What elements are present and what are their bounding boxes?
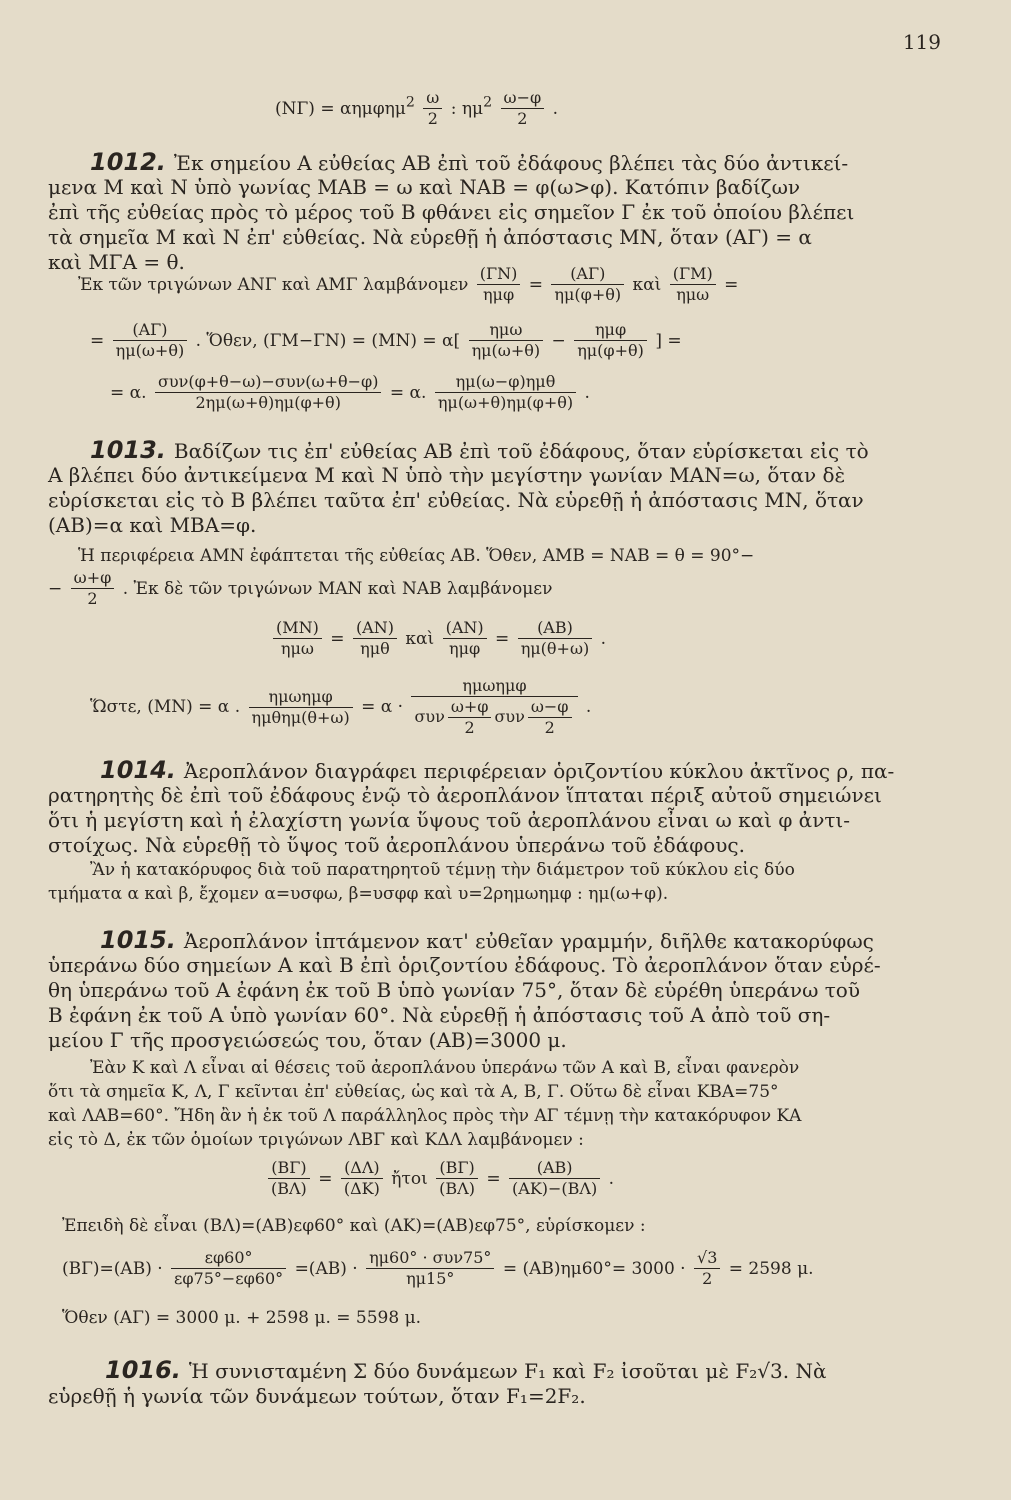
- text: = α ·: [361, 697, 404, 717]
- fraction: [435, 372, 576, 413]
- numerator: (ΑΝ): [355, 618, 394, 637]
- numerator: (ΑΒ): [536, 1158, 573, 1177]
- fraction: [443, 618, 487, 659]
- equals: =: [724, 274, 739, 295]
- fraction: [574, 320, 647, 361]
- fraction: [670, 264, 716, 305]
- denominator: ημ15°: [366, 1268, 494, 1289]
- fraction: [694, 1248, 720, 1289]
- problem-1015-line-2: ὑπεράνω δύο σημείων Α καὶ Β ἐπὶ ὁριζοντίου ἐδάφους. Τὸ ἀεροπλάνον ὅταν εὑρέ-: [48, 953, 881, 977]
- numerator: (ΜΝ): [276, 618, 319, 637]
- numerator: ω−φ: [503, 88, 542, 107]
- fraction: [477, 264, 521, 305]
- numerator: ω+φ: [73, 568, 112, 587]
- fraction: [171, 1248, 286, 1289]
- problem-1013-line-4: (ΑΒ)=α καὶ ΜΒΑ=φ.: [48, 513, 257, 537]
- formula-ng: [275, 88, 558, 129]
- fraction: [411, 676, 577, 738]
- problem-1014-line-4: στοίχως. Νὰ εὑρεθῇ τὸ ὕψος τοῦ ἀεροπλάνου ὑπεράνω τοῦ ἐδάφους.: [48, 833, 745, 857]
- solution-1015-eq1: [265, 1158, 614, 1199]
- fraction: [528, 697, 572, 738]
- solution-1012-eq1: [78, 264, 738, 305]
- equals: =: [486, 1168, 501, 1189]
- solution-1013-line-1: Ἡ περιφέρεια ΑΜΝ ἐφάπτεται τῆς εὐθείας ΑΒ. Ὅθεν, ΑΜΒ = ΝΑΒ = θ = 90°−: [78, 546, 755, 566]
- formula-exp: 2: [405, 94, 415, 111]
- fraction: [249, 687, 353, 728]
- denominator: ημθ: [353, 638, 397, 659]
- problem-number: 1012.: [90, 148, 166, 176]
- solution-1015-line-4: εἰς τὸ Δ, ἐκ τῶν ὁμοίων τριγώνων ΛΒΓ καὶ ΚΔΛ λαμβάνομεν :: [48, 1130, 584, 1150]
- numerator: συν(φ+θ−ω)−συν(ω+θ−φ): [157, 372, 379, 391]
- denominator: 2: [528, 717, 572, 738]
- problem-number: 1015.: [100, 926, 176, 954]
- equals: =: [90, 330, 105, 351]
- numerator: (ΔΛ): [344, 1158, 380, 1177]
- numerator: ημ(ω−φ)ημθ: [455, 372, 556, 391]
- solution-1015-line-6: Ὅθεν (ΑΓ) = 3000 μ. + 2598 μ. = 5598 μ.: [62, 1308, 422, 1328]
- denominator: 2: [694, 1268, 720, 1289]
- numerator: ω+φ: [450, 697, 489, 716]
- minus: −: [48, 578, 63, 599]
- numerator: ημφ: [594, 320, 627, 339]
- denominator: (ΒΛ): [268, 1178, 310, 1199]
- solution-1015-line-2: ὅτι τὰ σημεῖα Κ, Λ, Γ κεῖνται ἐπ' εὐθείας, ὡς καὶ τὰ Α, Β, Γ. Οὕτω δὲ εἶναι ΚΒΑ=75°: [48, 1082, 779, 1102]
- formula-exp: 2: [483, 94, 493, 111]
- problem-number: 1013.: [90, 436, 166, 464]
- equals: =: [389, 382, 405, 403]
- text: (ΒΓ)=(ΑΒ) ·: [62, 1258, 163, 1279]
- fraction: [155, 372, 382, 413]
- equals: =: [318, 1168, 333, 1189]
- problem-1016-line-1: [105, 1358, 827, 1383]
- numerator: (ΒΓ): [271, 1158, 307, 1177]
- numerator: ημ60° · συν75°: [369, 1248, 492, 1267]
- text: Ἀεροπλάνον διαγράφει περιφέρειαν ὁριζοντίου κύκλου ἀκτῖνος ρ, πα-: [183, 759, 895, 783]
- solution-1013-eq1: [270, 618, 606, 659]
- formula-text: ημ: [461, 98, 484, 119]
- denominator: 2: [448, 717, 492, 738]
- fraction: [341, 1158, 383, 1199]
- numerator: ημω: [489, 320, 523, 339]
- problem-1015-line-3: θη ὑπεράνω τοῦ Α ἐφάνη ἐκ τοῦ Β ὑπὸ γωνίαν 75°, ὅταν δὲ εὑρέθη ὑπεράνω τοῦ: [48, 978, 861, 1002]
- formula-text: (ΝΓ) = αημφημ: [275, 98, 406, 119]
- text: Ἐκ σημείου Α εὐθείας ΑΒ ἐπὶ τοῦ ἐδάφους βλέπει τὰς δύο ἀντικεί-: [173, 151, 849, 175]
- fraction: [71, 568, 115, 609]
- numerator: (ΑΒ): [537, 618, 573, 637]
- problem-1012-line-5: καὶ ΜΓΑ = θ.: [48, 250, 185, 274]
- cos-text: συν: [494, 707, 525, 726]
- text: Ὥστε, (ΜΝ) = α .: [90, 697, 241, 717]
- problem-1013-line-1: [90, 438, 869, 463]
- separator: :: [450, 98, 457, 119]
- text: α.: [409, 382, 427, 403]
- numerator: (ΑΓ): [132, 320, 168, 339]
- text: ἤτοι: [391, 1168, 428, 1189]
- fraction: [423, 88, 442, 129]
- problem-1012-line-4: τὰ σημεῖα Μ καὶ Ν ἐπ' εὐθείας. Νὰ εὑρεθῇ ἡ ἀπόστασις ΜΝ, ὅταν (ΑΓ) = α: [48, 225, 812, 249]
- solution-1013-line-2: [48, 568, 552, 609]
- denominator: ημ(θ+ω): [518, 638, 593, 659]
- text: καὶ: [632, 274, 662, 295]
- denominator: ημ(ω+θ)ημ(φ+θ): [435, 392, 576, 413]
- punct: .: [600, 628, 607, 649]
- cos-text: συν: [414, 707, 445, 726]
- numerator: ω−φ: [530, 697, 569, 716]
- numerator: (ΑΝ): [445, 618, 484, 637]
- solution-1015-line-1: Ἐὰν Κ καὶ Λ εἶναι αἱ θέσεις τοῦ ἀεροπλάνου ὑπεράνω τῶν Α καὶ Β, εἶναι φανερὸν: [90, 1058, 800, 1078]
- punct: .: [584, 382, 590, 403]
- denominator: 2: [501, 108, 545, 129]
- numerator: √3: [697, 1248, 718, 1267]
- numerator: ω: [426, 88, 440, 107]
- solution-1015-line-3: καὶ ΛΑΒ=60°. Ἤδη ἂν ἡ ἐκ τοῦ Λ παράλληλος πρὸς τὴν ΑΓ τέμνῃ τὴν κατακόρυφον ΚΑ: [48, 1106, 802, 1126]
- text: . Ὅθεν, (ΓΜ−ΓΝ) = (ΜΝ) = α[: [195, 330, 461, 351]
- denominator: 2ημ(ω+θ)ημ(φ+θ): [155, 392, 382, 413]
- text: = (ΑΒ)ημ60°= 3000 ·: [502, 1258, 686, 1279]
- denominator: [411, 696, 577, 738]
- equals: =: [528, 274, 543, 295]
- problem-1015-line-1: [100, 928, 874, 953]
- solution-1013-eq2: [90, 676, 591, 738]
- equals: =: [495, 628, 510, 649]
- problem-1016-line-2: εὑρεθῇ ἡ γωνία τῶν δυνάμεων τούτων, ὅταν F₁=2F₂.: [48, 1384, 586, 1408]
- problem-1012-line-1: [90, 150, 848, 175]
- denominator: 2: [423, 108, 442, 129]
- punct: .: [552, 98, 558, 119]
- problem-1012-line-2: μενα Μ καὶ Ν ὑπὸ γωνίας ΜΑΒ = ω καὶ ΝΑΒ = φ(ω>φ). Κατόπιν βαδίζων: [48, 175, 801, 199]
- problem-1014-line-3: ὅτι ἡ μεγίστη καὶ ἡ ἐλαχίστη γωνία ὕψους τοῦ ἀεροπλάνου εἶναι ω καὶ φ ἀντι-: [48, 808, 851, 832]
- punct: .: [608, 1168, 615, 1189]
- fraction: [469, 320, 544, 361]
- denominator: (ΒΛ): [436, 1178, 478, 1199]
- text: Ἡ συνισταμένη Σ δύο δυνάμεων F₁ καὶ F₂ ἰσοῦται μὲ F₂√3. Νὰ: [188, 1359, 827, 1383]
- fraction: [366, 1248, 494, 1289]
- text: α.: [129, 382, 147, 403]
- problem-1013-line-2: Α βλέπει δύο ἀντικείμενα Μ καὶ Ν ὑπὸ τὴν μεγίστην γωνίαν ΜΑΝ=ω, ὅταν δὲ: [48, 463, 846, 487]
- fraction: [509, 1158, 600, 1199]
- text: ] =: [655, 330, 682, 351]
- text: Βαδίζων τις ἐπ' εὐθείας ΑΒ ἐπὶ τοῦ ἐδάφους, ὅταν εὑρίσκεται εἰς τὸ: [173, 439, 869, 463]
- fraction: [353, 618, 397, 659]
- punct: .: [585, 697, 592, 717]
- numerator: (ΒΓ): [439, 1158, 475, 1177]
- denominator: ημθημ(θ+ω): [249, 707, 353, 728]
- text: =(ΑΒ) ·: [294, 1258, 358, 1279]
- denominator: ημ(ω+θ): [469, 340, 544, 361]
- denominator: ημ(ω+θ): [113, 340, 188, 361]
- denominator: ημω: [670, 284, 716, 305]
- fraction: [113, 320, 188, 361]
- solution-1015-line-5: Ἐπειδὴ δὲ εἶναι (ΒΛ)=(ΑΒ)εφ60° καὶ (ΑΚ)=(ΑΒ)εφ75°, εὑρίσκομεν :: [62, 1216, 646, 1236]
- denominator: ημφ: [443, 638, 487, 659]
- numerator: εφ60°: [204, 1248, 253, 1267]
- text: καὶ: [405, 628, 435, 649]
- text: Ἀεροπλάνον ἱπτάμενον κατ' εὐθεῖαν γραμμήν, διῆλθε κατακορύφως: [183, 929, 874, 953]
- fraction: [436, 1158, 478, 1199]
- denominator: εφ75°−εφ60°: [171, 1268, 286, 1289]
- equals: =: [330, 628, 345, 649]
- denominator: (ΔΚ): [341, 1178, 383, 1199]
- problem-1012-line-3: ἐπὶ τῆς εὐθείας πρὸς τὸ μέρος τοῦ Β φθάνει εἰς σημεῖον Γ ἐκ τοῦ ὁποίου βλέπει: [48, 200, 855, 224]
- text: Ἐκ τῶν τριγώνων ΑΝΓ καὶ ΑΜΓ λαμβάνομεν: [78, 274, 469, 295]
- fraction: [551, 264, 624, 305]
- solution-1012-eq2: [90, 320, 682, 361]
- numerator: ημωημφ: [462, 676, 527, 695]
- denominator: ημ(φ+θ): [574, 340, 647, 361]
- text: = 2598 μ.: [728, 1258, 814, 1279]
- problem-1013-line-3: εὑρίσκεται εἰς τὸ Β βλέπει ταῦτα ἐπ' εὐθείας. Νὰ εὑρεθῇ ἡ ἀπόστασις ΜΝ, ὅταν: [48, 488, 864, 512]
- denominator: ημ(φ+θ): [551, 284, 624, 305]
- numerator: (ΑΓ): [570, 264, 606, 283]
- denominator: (ΑΚ)−(ΒΛ): [509, 1178, 600, 1199]
- fraction: [518, 618, 593, 659]
- denominator: ημω: [273, 638, 322, 659]
- fraction: [268, 1158, 310, 1199]
- solution-1012-eq3: [110, 372, 590, 413]
- problem-number: 1016.: [105, 1356, 181, 1384]
- fraction: [501, 88, 545, 129]
- solution-1014-line-1: Ἂν ἡ κατακόρυφος διὰ τοῦ παρατηρητοῦ τέμνῃ τὴν διάμετρον τοῦ κύκλου εἰς δύο: [90, 860, 795, 880]
- minus: −: [551, 330, 566, 351]
- equals: =: [110, 382, 125, 403]
- fraction: [273, 618, 322, 659]
- problem-1014-line-2: ρατηρητὴς δὲ ἐπὶ τοῦ ἐδάφους ἐνῷ τὸ ἀεροπλάνον ἵπταται πέριξ αὐτοῦ σημειώνει: [48, 783, 882, 807]
- text: . Ἐκ δὲ τῶν τριγώνων ΜΑΝ καὶ ΝΑΒ λαμβάνομεν: [122, 578, 553, 599]
- fraction: [448, 697, 492, 738]
- numerator: (ΓΝ): [479, 264, 518, 283]
- numerator: (ΓΜ): [672, 264, 713, 283]
- solution-1015-eq2: [62, 1248, 814, 1289]
- problem-number: 1014.: [100, 756, 176, 784]
- numerator: ημωημφ: [268, 686, 333, 706]
- problem-1014-line-1: [100, 758, 894, 783]
- denominator: 2: [71, 588, 115, 609]
- problem-1015-line-4: Β ἐφάνη ἐκ τοῦ Α ὑπὸ γωνίαν 60°. Νὰ εὑρεθῇ ἡ ἀπόστασις τοῦ Α ἀπὸ τοῦ ση-: [48, 1003, 831, 1027]
- page-number: 119: [902, 30, 941, 54]
- solution-1014-line-2: τμήματα α καὶ β, ἔχομεν α=υσφω, β=υσφφ καὶ υ=2ρημωημφ : ημ(ω+φ).: [48, 884, 669, 904]
- problem-1015-line-5: μείου Γ τῆς προσγειώσεώς του, ὅταν (ΑΒ)=3000 μ.: [48, 1028, 567, 1052]
- denominator: ημφ: [477, 284, 521, 305]
